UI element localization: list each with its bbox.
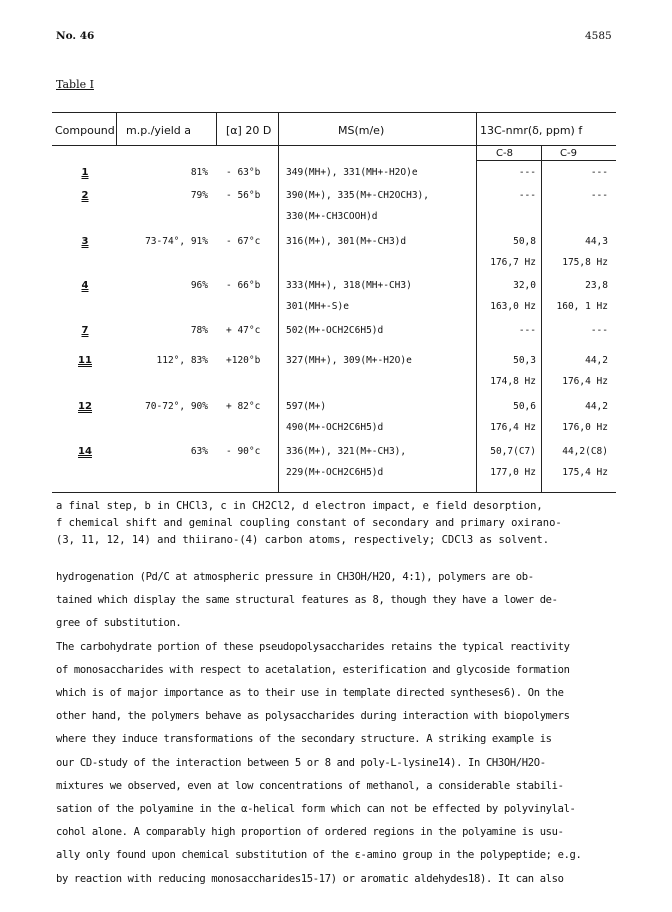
compound-number: 11 xyxy=(78,355,92,366)
c8-value: --- xyxy=(518,190,536,201)
c9-value: 44,2 xyxy=(585,355,608,366)
c9-value: 175,8 Hz xyxy=(562,257,608,268)
c8-value: --- xyxy=(518,167,536,178)
body-line: sation of the polyamine in the α-helical form which can not be effected by polyvinylal- xyxy=(56,803,576,816)
c8-value: 177,0 Hz xyxy=(490,467,536,478)
ms-value: 327(MH+), 309(M+-H2O)e xyxy=(286,355,412,366)
body-line: of monosaccharides with respect to acetalation, esterification and glycoside formation xyxy=(56,663,570,676)
body-line: our CD-study of the interaction between 5 or 8 and poly-L-lysine14). In CH3OH/H2O- xyxy=(56,756,546,769)
compound-number: 1 xyxy=(81,167,89,178)
ms-value: 502(M+-OCH2C6H5)d xyxy=(286,325,384,336)
c8-value: --- xyxy=(518,325,536,336)
mp-yield-value: 112°, 83% xyxy=(156,355,208,366)
c8-value: 50,6 xyxy=(513,401,536,412)
col-divider xyxy=(278,112,279,492)
table-top-rule xyxy=(52,112,616,113)
mp-yield-value: 96% xyxy=(190,280,208,291)
body-line: other hand, the polymers behave as polysaccharides during interaction with biopolymers xyxy=(56,710,570,723)
body-line: cohol alone. A comparably high proportion of ordered regions in the polyamine is usu- xyxy=(56,826,564,839)
c8-value: 50,8 xyxy=(513,236,536,247)
c9-value: 176,4 Hz xyxy=(562,376,608,387)
mp-yield-value: 81% xyxy=(190,167,208,178)
c9-value: 160, 1 Hz xyxy=(556,301,608,312)
body-line: by reaction with reducing monosaccharides15-17) or aromatic aldehydes18). It can also xyxy=(56,872,564,885)
body-line: hydrogenation (Pd/C at atmospheric pressure in CH3OH/H2O, 4:1), polymers are ob- xyxy=(56,571,534,583)
c8-value: 50,3 xyxy=(513,355,536,366)
rotation-value: +120°b xyxy=(226,355,261,366)
ms-value: 316(M+), 301(M+-CH3)d xyxy=(286,236,407,247)
ms-value: 229(M+-OCH2C6H5)d xyxy=(286,467,384,478)
ms-value: 336(M+), 321(M+-CH3), xyxy=(286,446,407,457)
header-mp-yield: m.p./yield a xyxy=(126,124,192,137)
c8-value: 174,8 Hz xyxy=(490,376,536,387)
c9-value: 176,0 Hz xyxy=(562,422,608,433)
c8-value: 176,4 Hz xyxy=(490,422,536,433)
rotation-value: - 56°b xyxy=(226,190,261,201)
mp-yield-value: 79% xyxy=(190,190,208,201)
ms-value: 349(MH+), 331(MH+-H2O)e xyxy=(286,167,418,178)
compound-number: 3 xyxy=(81,236,89,247)
table-bottom-rule xyxy=(52,492,616,493)
rotation-value: + 47°c xyxy=(226,325,261,336)
mp-yield-value: 78% xyxy=(190,325,208,336)
ms-value: 330(M+-CH3COOH)d xyxy=(286,211,378,222)
mp-yield-value: 70-72°, 90% xyxy=(145,401,208,412)
body-line: which is of major importance as to their use in template directed syntheses6). On the xyxy=(56,687,564,700)
rotation-value: + 82°c xyxy=(226,401,261,412)
journal-issue: No. 46 xyxy=(56,30,95,42)
c9-value: 44,3 xyxy=(585,236,608,247)
header-compound: Compound xyxy=(55,124,115,137)
ms-value: 301(MH+-S)e xyxy=(286,301,349,312)
c9-value: 44,2 xyxy=(585,401,608,412)
ms-value: 597(M+) xyxy=(286,401,327,412)
subheader-rule xyxy=(476,160,616,161)
rotation-value: - 67°c xyxy=(226,236,261,247)
c9-value: 23,8 xyxy=(585,280,608,291)
header-c9: C-9 xyxy=(560,148,577,159)
header-ms: MS(m/e) xyxy=(338,124,385,137)
c9-value: 175,4 Hz xyxy=(562,467,608,478)
ms-value: 390(M+), 335(M+-CH2OCH3), xyxy=(286,190,429,201)
body-line: where they induce transformations of the secondary structure. A striking example is xyxy=(56,733,552,746)
c9-value: 44,2(C8) xyxy=(562,446,608,457)
compound-number: 7 xyxy=(81,325,89,336)
compound-number: 14 xyxy=(78,446,92,457)
mp-yield-value: 63% xyxy=(190,446,208,457)
body-line: ally only found upon chemical substitution of the ε-amino group in the polypeptide; e.g. xyxy=(56,849,582,862)
c8-value: 32,0 xyxy=(513,280,536,291)
footnote-line: f chemical shift and geminal coupling constant of secondary and primary oxirano- xyxy=(56,517,562,529)
table-title: Table I xyxy=(56,78,94,91)
rotation-value: - 63°b xyxy=(226,167,261,178)
col-divider xyxy=(476,112,477,492)
rotation-value: - 90°c xyxy=(226,446,261,457)
ms-value: 333(MH+), 318(MH+-CH3) xyxy=(286,280,412,291)
header-c8: C-8 xyxy=(496,148,513,159)
c8-value: 50,7(C7) xyxy=(490,446,536,457)
c9-value: --- xyxy=(590,325,608,336)
body-line: tained which display the same structural features as 8, though they have a lower de- xyxy=(56,594,558,607)
body-line: mixtures we observed, even at low concentrations of methanol, a considerable stabili- xyxy=(56,779,564,792)
compound-number: 4 xyxy=(81,280,89,291)
page-number: 4585 xyxy=(585,30,612,42)
header-rotation: [α] 20 D xyxy=(226,124,272,137)
footnote-line: a final step, b in CHCl3, c in CH2Cl2, d electron impact, e field desorption, xyxy=(56,500,543,512)
ms-value: 490(M+-OCH2C6H5)d xyxy=(286,422,384,433)
compound-number: 2 xyxy=(81,190,89,201)
body-text xyxy=(56,566,616,891)
col-divider xyxy=(116,112,117,146)
table-header-rule xyxy=(52,145,616,146)
compound-number: 12 xyxy=(78,401,92,412)
c9-value: --- xyxy=(590,167,608,178)
c8-value: 163,0 Hz xyxy=(490,301,536,312)
footnote-line: (3, 11, 12, 14) and thiirano-(4) carbon atoms, respectively; CDCl3 as solvent. xyxy=(56,534,550,546)
rotation-value: - 66°b xyxy=(226,280,261,291)
header-cnmr: 13C-nmr(δ, ppm) f xyxy=(480,124,583,137)
c8-value: 176,7 Hz xyxy=(490,257,536,268)
body-line: The carbohydrate portion of these pseudopolysaccharides retains the typical reactivity xyxy=(56,640,570,653)
body-line: gree of substitution. xyxy=(56,617,182,630)
col-divider xyxy=(541,146,542,492)
c9-value: --- xyxy=(590,190,608,201)
mp-yield-value: 73-74°, 91% xyxy=(145,236,208,247)
col-divider xyxy=(216,112,217,146)
